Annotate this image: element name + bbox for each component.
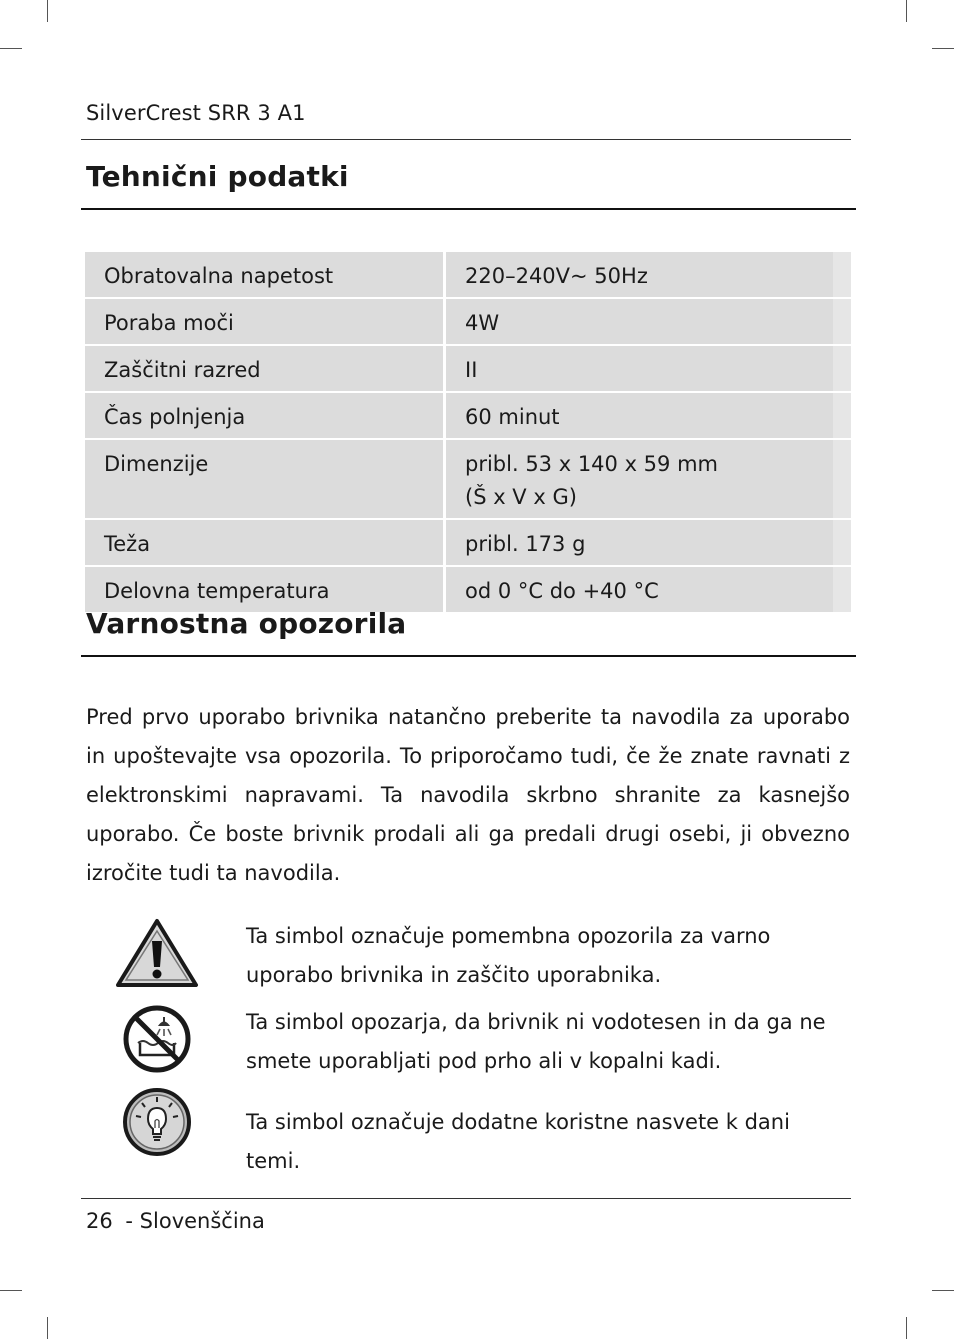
table-row	[85, 393, 851, 438]
spec-value	[446, 440, 851, 518]
spec-value: od 0 °C do +40 °C	[446, 567, 851, 612]
spec-value: 60 minut	[446, 393, 851, 438]
spec-label: Obratovalna napetost	[85, 252, 446, 297]
table-row	[85, 567, 851, 612]
crop-mark	[0, 48, 22, 49]
table-row	[85, 299, 851, 344]
symbol-description: Ta simbol označuje pomembna opozorila za varno uporabo brivnika in zaščito uporabnika.	[246, 924, 771, 987]
footer-rule	[81, 1198, 851, 1199]
symbol-description: Ta simbol označuje dodatne koristne nasvete k dani temi.	[246, 1110, 790, 1173]
lightbulb-tip-icon	[112, 1086, 202, 1158]
table-row	[85, 346, 851, 391]
spec-label: Čas polnjenja	[85, 393, 446, 438]
section-title-safety: Varnostna opozorila	[86, 607, 407, 640]
crop-mark	[932, 48, 954, 49]
page-footer	[86, 1209, 265, 1233]
section-rule	[81, 208, 856, 210]
table-row	[85, 520, 851, 565]
no-water-icon	[112, 1003, 202, 1075]
crop-mark	[932, 1290, 954, 1291]
crop-mark	[906, 1317, 907, 1339]
footer-language: - Slovenščina	[125, 1209, 265, 1233]
table-row	[85, 252, 851, 297]
header-rule	[81, 139, 851, 140]
spec-value: II	[446, 346, 851, 391]
spec-label: Zaščitni razred	[85, 346, 446, 391]
spec-value: pribl. 173 g	[446, 520, 851, 565]
page-number: 26	[86, 1209, 113, 1233]
spec-value-line: (Š x V x G)	[465, 485, 577, 509]
spec-value: 220–240V~ 50Hz	[446, 252, 851, 297]
spec-value: 4W	[446, 299, 851, 344]
table-row	[85, 440, 851, 518]
spec-label: Teža	[85, 520, 446, 565]
section-title-tech: Tehnični podatki	[86, 160, 349, 193]
spec-table	[85, 250, 851, 614]
safety-intro-paragraph: Pred prvo uporabo brivnika natančno preberite ta navodila za uporabo in upoštevajte vsa opozorila. To priporočamo tudi, če že znate ravnati z elektronskimi napravami. Ta navodila skrbno shranite za kasnejšo uporabo. Če boste brivnik prodali ali ga predali drugi osebi, ji obvezno izročite tudi ta navodila.	[86, 705, 850, 885]
spec-label: Poraba moči	[85, 299, 446, 344]
spec-value-line: pribl. 53 x 140 x 59 mm	[465, 452, 718, 476]
section-rule	[81, 655, 856, 657]
crop-mark	[47, 1317, 48, 1339]
crop-mark	[47, 0, 48, 22]
symbol-description: Ta simbol opozarja, da brivnik ni vodotesen in da ga ne smete uporabljati pod prho ali v kopalni kadi.	[246, 1010, 826, 1073]
document-header: SilverCrest SRR 3 A1	[86, 101, 306, 125]
spec-label: Dimenzije	[85, 440, 446, 518]
crop-mark	[906, 0, 907, 22]
warning-triangle-icon	[112, 917, 202, 989]
spec-label: Delovna temperatura	[85, 567, 446, 612]
crop-mark	[0, 1290, 22, 1291]
